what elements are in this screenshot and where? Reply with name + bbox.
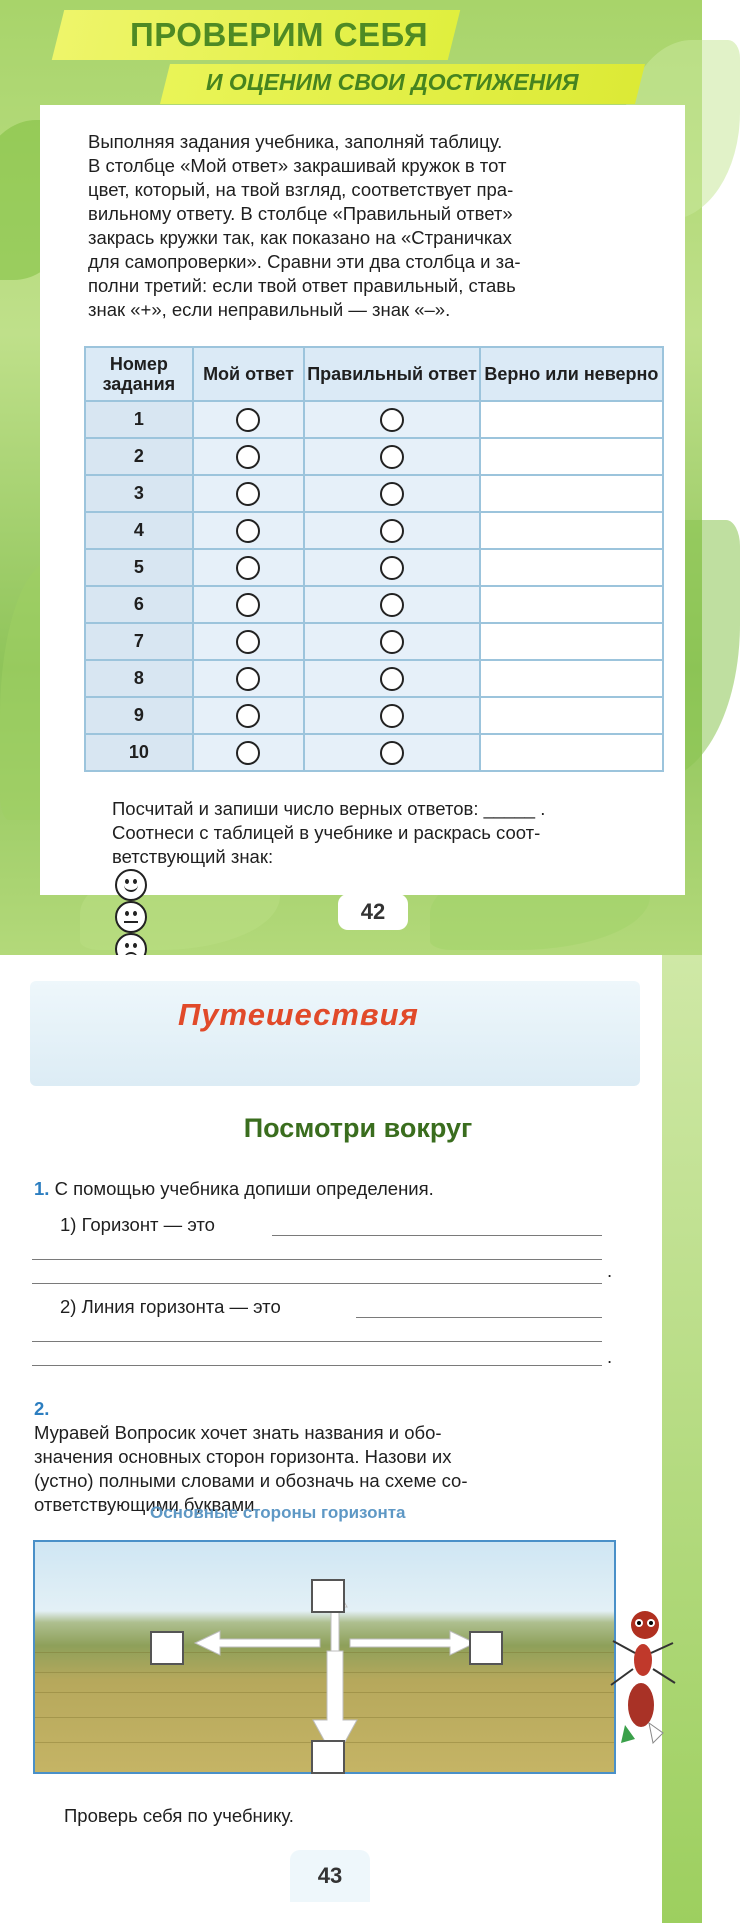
header-my-answer: Мой ответ — [193, 347, 305, 401]
line-end-dot: . — [607, 1260, 613, 1281]
my-answer-circle-icon[interactable] — [236, 704, 260, 728]
my-answer-cell — [193, 660, 305, 697]
right-or-wrong-cell[interactable] — [480, 512, 663, 549]
self-check-table — [84, 346, 664, 772]
arrow-west — [195, 1631, 320, 1655]
correct-answer-cell — [304, 660, 480, 697]
definition-horizon-label: 1) Горизонт — это — [60, 1214, 215, 1235]
count-instructions: Посчитай и запиши число верных ответов: _____ . Соотнеси с таблицей в учебнике и раскрась соот- ветствующий знак: — [112, 797, 667, 989]
correct-answer-circle-icon[interactable] — [380, 556, 404, 580]
answer-line[interactable] — [32, 1365, 602, 1366]
right-or-wrong-cell[interactable] — [480, 697, 663, 734]
table-row — [85, 549, 663, 586]
correct-answer-cell — [304, 512, 480, 549]
my-answer-circle-icon[interactable] — [236, 556, 260, 580]
table-row — [85, 660, 663, 697]
correct-answer-cell — [304, 623, 480, 660]
task-number-cell: 7 — [85, 623, 193, 660]
task-number-cell: 10 — [85, 734, 193, 771]
page-42 — [0, 0, 702, 955]
west-letter-box[interactable] — [150, 1631, 184, 1665]
page-43 — [0, 955, 702, 1923]
right-or-wrong-cell[interactable] — [480, 438, 663, 475]
header-task-number: Номер задания — [85, 347, 193, 401]
my-answer-circle-icon[interactable] — [236, 667, 260, 691]
task-1 — [34, 1177, 654, 1201]
task-number-cell: 9 — [85, 697, 193, 734]
answer-line[interactable] — [32, 1283, 602, 1284]
answer-line[interactable] — [272, 1235, 602, 1236]
east-letter-box[interactable] — [469, 1631, 503, 1665]
table-row — [85, 438, 663, 475]
correct-answer-cell — [304, 401, 480, 438]
correct-answer-circle-icon[interactable] — [380, 704, 404, 728]
happy-face-icon[interactable] — [115, 869, 147, 901]
correct-answer-cell — [304, 549, 480, 586]
my-answer-cell — [193, 549, 305, 586]
line-end-dot: . — [607, 1346, 613, 1367]
ant-character-icon — [605, 1605, 680, 1755]
correct-answer-cell — [304, 734, 480, 771]
lesson-title: Посмотри вокруг — [243, 1113, 473, 1143]
correct-answer-circle-icon[interactable] — [380, 408, 404, 432]
right-or-wrong-cell[interactable] — [480, 549, 663, 586]
answer-line[interactable] — [32, 1341, 602, 1342]
right-or-wrong-cell[interactable] — [480, 401, 663, 438]
page-number: 43 — [290, 1850, 370, 1902]
page-number: 42 — [338, 894, 408, 930]
task-number-cell: 6 — [85, 586, 193, 623]
task-number: 2. — [34, 1398, 50, 1419]
correct-answer-cell — [304, 697, 480, 734]
definition-horizon-line-label: 2) Линия горизонта — это — [60, 1296, 281, 1317]
right-or-wrong-cell[interactable] — [480, 734, 663, 771]
my-answer-cell — [193, 697, 305, 734]
my-answer-cell — [193, 475, 305, 512]
answer-line[interactable] — [356, 1317, 602, 1318]
task-number-cell: 8 — [85, 660, 193, 697]
correct-answer-circle-icon[interactable] — [380, 445, 404, 469]
my-answer-circle-icon[interactable] — [236, 630, 260, 654]
task-number-cell: 1 — [85, 401, 193, 438]
table-row — [85, 401, 663, 438]
north-letter-box[interactable] — [311, 1579, 345, 1613]
page-title: ПРОВЕРИМ СЕБЯ — [130, 16, 429, 53]
table-row — [85, 734, 663, 771]
task-number: 1. — [34, 1178, 50, 1199]
right-or-wrong-cell[interactable] — [480, 475, 663, 512]
my-answer-cell — [193, 438, 305, 475]
my-answer-cell — [193, 401, 305, 438]
task-number-cell: 5 — [85, 549, 193, 586]
task-text: С помощью учебника допиши определения. — [54, 1178, 434, 1199]
page-edge-decoration — [662, 955, 702, 1923]
my-answer-cell — [193, 623, 305, 660]
page-subtitle: И ОЦЕНИМ СВОИ ДОСТИЖЕНИЯ — [206, 69, 579, 95]
check-yourself-note: Проверь себя по учебнику. — [64, 1805, 294, 1826]
correct-answer-circle-icon[interactable] — [380, 519, 404, 543]
correct-answer-cell — [304, 475, 480, 512]
neutral-face-icon[interactable] — [115, 901, 147, 933]
my-answer-circle-icon[interactable] — [236, 519, 260, 543]
table-row — [85, 512, 663, 549]
correct-answer-circle-icon[interactable] — [380, 630, 404, 654]
header-correct-answer: Правильный ответ — [304, 347, 480, 401]
my-answer-circle-icon[interactable] — [236, 408, 260, 432]
right-or-wrong-cell[interactable] — [480, 623, 663, 660]
my-answer-circle-icon[interactable] — [236, 593, 260, 617]
task-number-cell: 3 — [85, 475, 193, 512]
arrow-east — [350, 1631, 475, 1655]
task-number-cell: 2 — [85, 438, 193, 475]
my-answer-circle-icon[interactable] — [236, 741, 260, 765]
correct-answer-circle-icon[interactable] — [380, 482, 404, 506]
correct-answer-circle-icon[interactable] — [380, 593, 404, 617]
answer-line[interactable] — [32, 1259, 602, 1260]
table-row — [85, 697, 663, 734]
correct-answer-cell — [304, 438, 480, 475]
task-number-cell: 4 — [85, 512, 193, 549]
my-answer-circle-icon[interactable] — [236, 445, 260, 469]
south-letter-box[interactable] — [311, 1740, 345, 1774]
my-answer-cell — [193, 512, 305, 549]
my-answer-circle-icon[interactable] — [236, 482, 260, 506]
correct-answer-circle-icon[interactable] — [380, 741, 404, 765]
instructions-text: Выполняя задания учебника, заполняй таблицу. В столбце «Мой ответ» закрашивай кружок в тот цвет, который, на твой взгляд, соответствует пра- вильному ответу. В столбце «Правильный ответ» закрась кружки так, как показано на «Страничках для самопроверки». Сравни эти два столбца и за- полни третий: если твой ответ правильный, ставь знак «+», если неправильный — знак «–». — [88, 131, 521, 320]
my-answer-cell — [193, 734, 305, 771]
correct-answer-cell — [304, 586, 480, 623]
header-right-or-wrong: Верно или неверно — [480, 347, 663, 401]
table-row — [85, 586, 663, 623]
task-2: 2. Муравей Вопросик хочет знать названия и обо- значения основных сторон горизонта. Назови их (устно) полными словами и обозначь на схеме со- ответствующими буквами. — [34, 1397, 646, 1517]
my-answer-cell — [193, 586, 305, 623]
table-row — [85, 475, 663, 512]
diagram-caption: Основные стороны горизонта — [150, 1503, 406, 1522]
right-or-wrong-cell[interactable] — [480, 586, 663, 623]
right-or-wrong-cell[interactable] — [480, 660, 663, 697]
section-title: Путешествия — [178, 997, 419, 1032]
correct-answer-circle-icon[interactable] — [380, 667, 404, 691]
table-row — [85, 623, 663, 660]
